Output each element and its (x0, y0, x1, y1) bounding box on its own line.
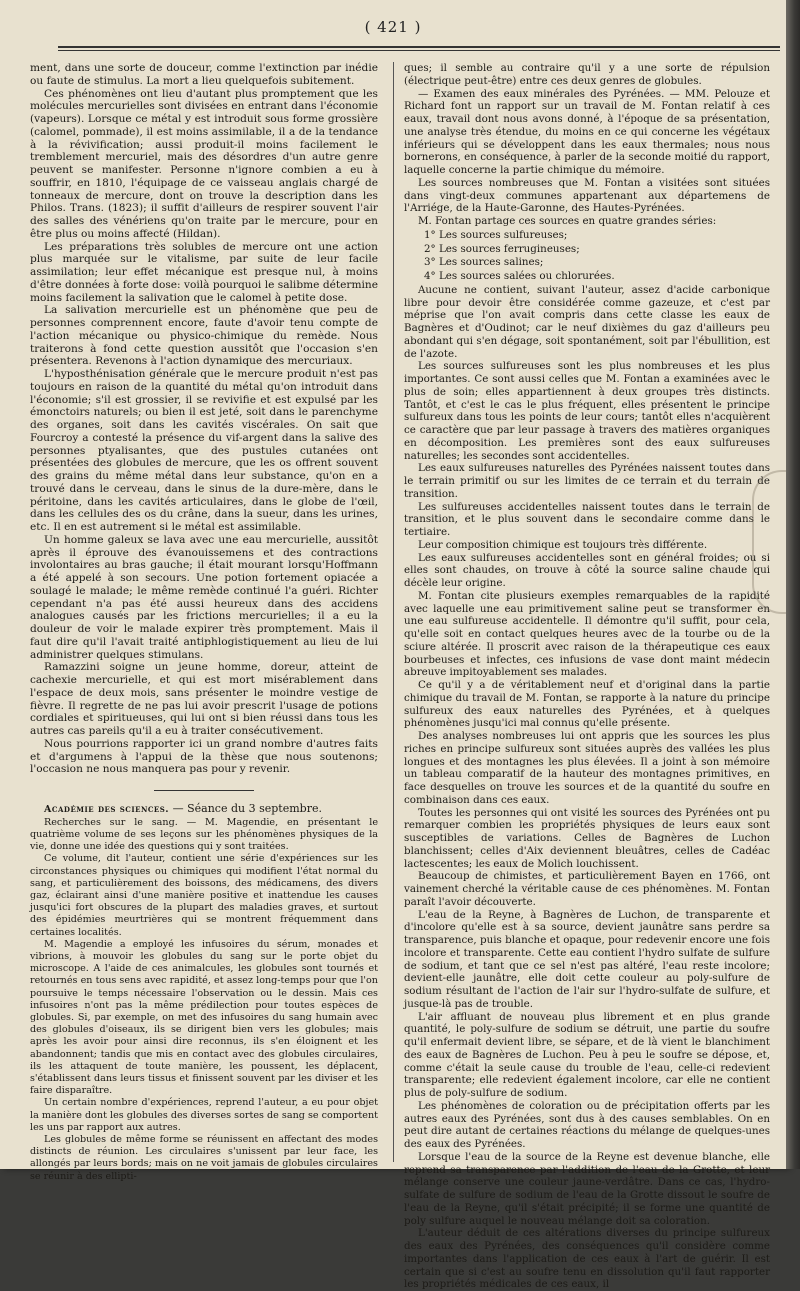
paragraph: Les eaux sulfureuses accidentelles sont en général froides; ou si elles sont chaudes, on trouve à côté la source saline chaude qui décèle leur origine. (404, 551, 770, 589)
paragraph: Les phénomènes de coloration ou de précipitation offerts par les autres eaux des Pyrénées, sont dus à des causes semblables. On en peut dire autant de certaines réactions du mélange de quelques-unes des eaux des Pyrénées. (404, 1099, 770, 1150)
paragraph: Toutes les personnes qui ont visité les sources des Pyrénées ont pu remarquer combien les propriétés physiques de leurs eaux sont susceptibles de variations. Celles de Bagnères de Luchon blanchissent; celles d'Aix deviennent bleuâtres, celles de Cadéac lactescentes; les eaux de Molich louchissent. (404, 806, 770, 870)
right-column-intro (404, 62, 770, 228)
paragraph: L'auteur déduit de ces altérations diverses du principe sulfureux des eaux des Pyrénées, des conséquences qu'il considère comme importantes dans l'application de ces eaux à l'art de guérir. Il est certain que si c'est au soufre tenu en dissolution qu'il faut rapporter les propriétés médicales de ces eaux, il (404, 1227, 770, 1291)
paragraph: Les globules de même forme se réunissent en affectant des modes distincts de réunion. Les circulaires s'unissent par leur face, les allongés par leurs bords; mais on ne voit jamais de globules circulaires se réunir à des ellipti- (30, 1134, 378, 1182)
right-column-body (404, 284, 770, 1291)
paragraph: Beaucoup de chimistes, et particulièrement Bayen en 1766, ont vainement cherché la véritable cause de ces phénomènes. M. Fontan paraît l'avoir découverte. (404, 870, 770, 908)
paragraph: ment, dans une sorte de douceur, comme l'extinction par inédie ou faute de stimulus. La mort a lieu quelquefois subitement. (30, 62, 378, 87)
paragraph: — Examen des eaux minérales des Pyrénées. — MM. Pelouze et Richard font un rapport sur un travail de M. Fontan relatif à ces eaux, travail dont nous avons donné, à l'époque de sa présentation, une analyse très étendue, du moins en ce qui concerne les végétaux inférieurs qui se développent dans les eaux thermales; nous nous bornerons, en conséquence, à parler de la seconde moitié du rapport, laquelle concerne la partie chimique du mémoire. (404, 87, 770, 176)
series-item: 2° Les sources ferrugineuses; (424, 242, 580, 255)
paragraph: Aucune ne contient, suivant l'auteur, assez d'acide carbonique libre pour devoir être considérée comme gazeuze, et c'est par méprise que l'on avait compris dans cette classe les eaux de Bagnères et d'Oudinot; car le neuf dixièmes du gaz d'ailleurs peu abondant qui s'en dégage, soit spontanément, soit par l'ébullition, est de l'azote. (404, 283, 770, 360)
section-heading-date: — Séance du 3 septembre. (169, 802, 322, 815)
paragraph: Les sources nombreuses que M. Fontan a visitées sont situées dans vingt-deux communes appartenant aux départemens de l'Arriége, de la Haute-Garonne, des Hautes-Pyrénées. (404, 176, 770, 215)
paragraph: L'hyposthénisation générale que le mercure produit n'est pas toujours en raison de la quantité du métal qu'on introduit dans l'économie; s'il est grossier, il se revivifie et est expulsé par les émonctoirs naturels; ou bien il est jeté, soit dans le parenchyme des organes, soit dans les cavités viscérales. On sait que Fourcroy a contesté la présence du vif-argent dans la salive des personnes ptyalisantes, que des pustules cutanées ont présentées des globules de mercure, que les os offrent souvent des grains du même métal dans leur substance, qu'on en a trouvé dans le cerveau, dans le sinus de la dure-mère, dans le péritoine, dans les cavités articulaires, dans le globe de l'œil, dans les cellules des os du crâne, dans la sueur, dans les urines, etc. Il en est autrement si le métal est assimilable. (30, 368, 378, 533)
left-column-paragraphs (30, 62, 378, 776)
paragraph: Ce qu'il y a de véritablement neuf et d'original dans la partie chimique du travail de M. Fontan, se rapporte à la nature du principe sulfureux des eaux naturelles des Pyrénées, et à quelques phénomènes jusqu'ici mal connus qu'elle présente. (404, 679, 770, 730)
paragraph: M. Fontan cite plusieurs exemples remarquables de la rapidité avec laquelle une eau primitivement saline peut se transformer en une eau sulfureuse accidentelle. Il démontre qu'il suffit, pour cela, qu'elle soit en contact quelques heures avec de la tourbe ou de la sciure altérée. Il proscrit avec raison de la thérapeutique ces eaux bourbeuses et infectes, ces infusions de vase dont maint médecin abreuve impitoyablement ses malades. (404, 589, 770, 679)
paragraph: L'eau de la Reyne, à Bagnères de Luchon, de transparente et d'incolore qu'elle est à sa source, devient jaunâtre sans perdre sa transparence, puis blanche et opaque, pour redevenir encore une fois incolore et transparente. Cette eau contient l'hydro sulfate de sulfure de sodium, et tant que ce sel n'est pas altéré, l'eau reste incolore; devient-elle jaunâtre, elle doit cette couleur au poly-sulfure de sodium résultant de l'action de l'air sur l'hydro-sulfate de sulfure, et jusque-là pas de trouble. (404, 908, 770, 1010)
column-divider (393, 62, 394, 1162)
paragraph: Les préparations très solubles de mercure ont une action plus marquée sur le vitalisme, par suite de leur facile assimilation; leur effet mécanique est presque nul, à moins d'être données à forte dose: voilà pourquoi le salibme détermine moins facilement la salivation que le calomel à petite dose. (30, 240, 378, 304)
paragraph: Les eaux sulfureuses naturelles des Pyrénées naissent toutes dans le terrain primitif ou sur les limites de ce terrain et du terrain de transition. (404, 462, 770, 500)
source-series-list (404, 229, 770, 283)
series-item: 1° Les sources sulfureuses; (424, 228, 568, 241)
paragraph: Les sulfureuses accidentelles naissent toutes dans le terrain de transition, et le plus souvent dans le secondaire comme dans le tertiaire. (404, 500, 770, 538)
paragraph: L'air affluant de nouveau plus librement et en plus grande quantité, le poly-sulfure de sodium se détruit, une partie du soufre qu'il enfermait devient libre, se sépare, et de là vient le blanchiment des eaux de Bagnères de Luchon. Peu à peu le soufre se dépose, et, comme c'était la seule cause du trouble de l'eau, celle-ci redevient transparente; elle redevient également incolore, car elle ne contient plus de poly-sulfure de sodium. (404, 1010, 770, 1099)
section-heading-label: Académie des sciences. (44, 804, 170, 815)
page-number: ( 421 ) (364, 18, 422, 36)
section-heading (30, 803, 378, 817)
paragraph: Des analyses nombreuses lui ont appris que les sources les plus riches en principe sulfureux sont situées auprès des vallées les plus longues et des montagnes les plus élevées. Il a joint à son mémoire un tableau comparatif de la hauteur des montagnes primitives, en face desquelles on trouve les sources et de la quantité du soufre en combinaison dans ces eaux. (404, 730, 770, 806)
right-column (404, 62, 770, 1291)
paragraph: Un certain nombre d'expériences, reprend l'auteur, a eu pour objet la manière dont les globules des diverses sortes de sang se comportent les uns par rapport aux autres. (30, 1097, 378, 1133)
paragraph: La salivation mercurielle est un phénomène que peu de personnes comprennent encore, faute d'avoir tenu compte de l'action mécanique ou physico-chimique du remède. Nous traiterons à fond cette question aussitôt que l'occasion s'en présentera. Revenons à l'action dynamique des mercuriaux. (30, 304, 378, 368)
paragraph: M. Magendie a employé les infusoires du sérum, monades et vibrions, à mouvoir les globules du sang sur le porte objet du microscope. A l'aide de ces animalcules, les globules sont tournés et retournés en tous sens avec rapidité, et assez long-temps pour que l'on poursuive le temps nécessaire l'observation ou le dessin. Mais ces infusoires n'ont pas la même prédilection pour toutes espèces de globules. Si, par exemple, on met des infusoires du sang humain avec des globules d'oiseaux, ils se dirigent bien vers les globules; mais après les avoir pour ainsi dire reconnus, ils s'en éloignent et les abandonnent; tandis que mis en contact avec des globules circulaires, ils les attaquent de toute manière, les poussent, les déplacent, s'établissent dans leurs tissus et finissent souvent par les diviser et les faire disparaître. (30, 938, 378, 1097)
paragraph: Un homme galeux se lava avec une eau mercurielle, aussitôt après il éprouve des évanouissemens et des contractions involontaires au bras gauche; il était mourant lorsqu'Hoffmann a été appelé à son secours. Une potion fortement opiacée a soulagé le malade; le même remède continué l'a guéri. Richter cependant n'a pas été aussi heureux dans des accidens analogues causés par les frictions mercurielles; il a eu la douleur de voir le malade expirer très promptement. Mais il faut dire qu'il l'avait traité antiphlogistiquement au lieu de lui administrer quelques stimulans. (30, 533, 378, 661)
paragraph: Ramazzini soigne un jeune homme, doreur, atteint de cachexie mercurielle, et qui est mort misérablement dans l'espace de deux mois, sans présenter le moindre vestige de fièvre. Il regrette de ne pas lui avoir prescrit l'usage de potions cordiales et spiritueuses, qui lui ont si bien réussi dans tous les autres cas pareils qu'il a eu à traiter consécutivement. (30, 661, 378, 737)
binding-edge (786, 0, 800, 1169)
paragraph: ques; il semble au contraire qu'il y a une sorte de répulsion (électrique peut-être) entre ces deux genres de globules. (404, 62, 770, 87)
paragraph: Nous pourrions rapporter ici un grand nombre d'autres faits et d'argumens à l'appui de la thèse que nous soutenons; l'occasion ne nous manquera pas pour y revenir. (30, 737, 378, 776)
paragraph: Les sources sulfureuses sont les plus nombreuses et les plus importantes. Ce sont aussi celles que M. Fontan a examinées avec le plus de soin; elles appartiennent à deux groupes très distincts. Tantôt, et c'est le cas le plus fréquent, elles présentent le principe sulfureux dans tous les points de leur cours; tantôt elles n'acquièrent ce caractère que par leur passage à travers des matières organiques en décomposition. Les premières sont des eaux sulfureuses naturelles; les secondes sont accidentelles. (404, 360, 770, 462)
paragraph: Leur composition chimique est toujours très différente. (418, 538, 708, 551)
section-divider (154, 790, 254, 791)
paragraph: Recherches sur le sang. — M. Magendie, en présentant le quatrième volume de ses leçons sur les phénomènes physiques de la vie, donne une idée des questions qui y sont traitées. (30, 816, 378, 853)
left-column-report (30, 817, 378, 1183)
left-column (30, 62, 378, 1182)
paragraph: Ces phénomènes ont lieu d'autant plus promptement que les molécules mercurielles sont divisées en entrant dans l'économie (vapeurs). Lorsque ce métal y est introduit sous forme grossière (calomel, pommade), il est moins assimilable, il a de la tendance à la révivification; aussi produit-il moins facilement le tremblement mercuriel, mais des désordres d'un autre genre peuvent se manifester. Personne n'ignore combien a eu à souffrir, en 1810, l'équipage de ce vaisseau anglais chargé de tonneaux de mercure, dont on trouve la description dans les Philos. Trans. (1823); il suffit d'ailleurs de respirer souvent l'air des salles des vénériens qu'on traite par le mercure, pour en être plus ou moins affecté (Hildan). (30, 87, 378, 240)
paragraph: Ce volume, dit l'auteur, contient une série d'expériences sur les circonstances physiques ou chimiques qui modifient l'état normal du sang, et particulièrement des boissons, des médicamens, des divers gaz, éclairant ainsi d'une manière positive et inattendue les causes jusqu'ici fort obscures de la plupart des maladies graves, et surtout des épidémies meurtrières qui se montrent fréquemment dans certaines localités. (30, 853, 378, 938)
paragraph: Lorsque l'eau de la source de la Reyne est devenue blanche, elle reprend sa transparence par l'addition de l'eau de la Grotte, et leur mélange conserve une couleur jaune-verdâtre. Dans ce cas, l'hydro-sulfate de sulfure de sodium de l'eau de la Grotte dissout le soufre de l'eau de la Reyne, qu'il s'était précipité; il se forme une quantité de poly sulfure auquel le nouveau mélange doit sa coloration. (404, 1150, 770, 1227)
series-item: 4° Les sources salées ou chlorurées. (424, 270, 615, 282)
series-item: 3° Les sources salines; (424, 256, 544, 269)
header-rule (58, 46, 780, 51)
paragraph: M. Fontan partage ces sources en quatre grandes séries: (418, 215, 717, 227)
